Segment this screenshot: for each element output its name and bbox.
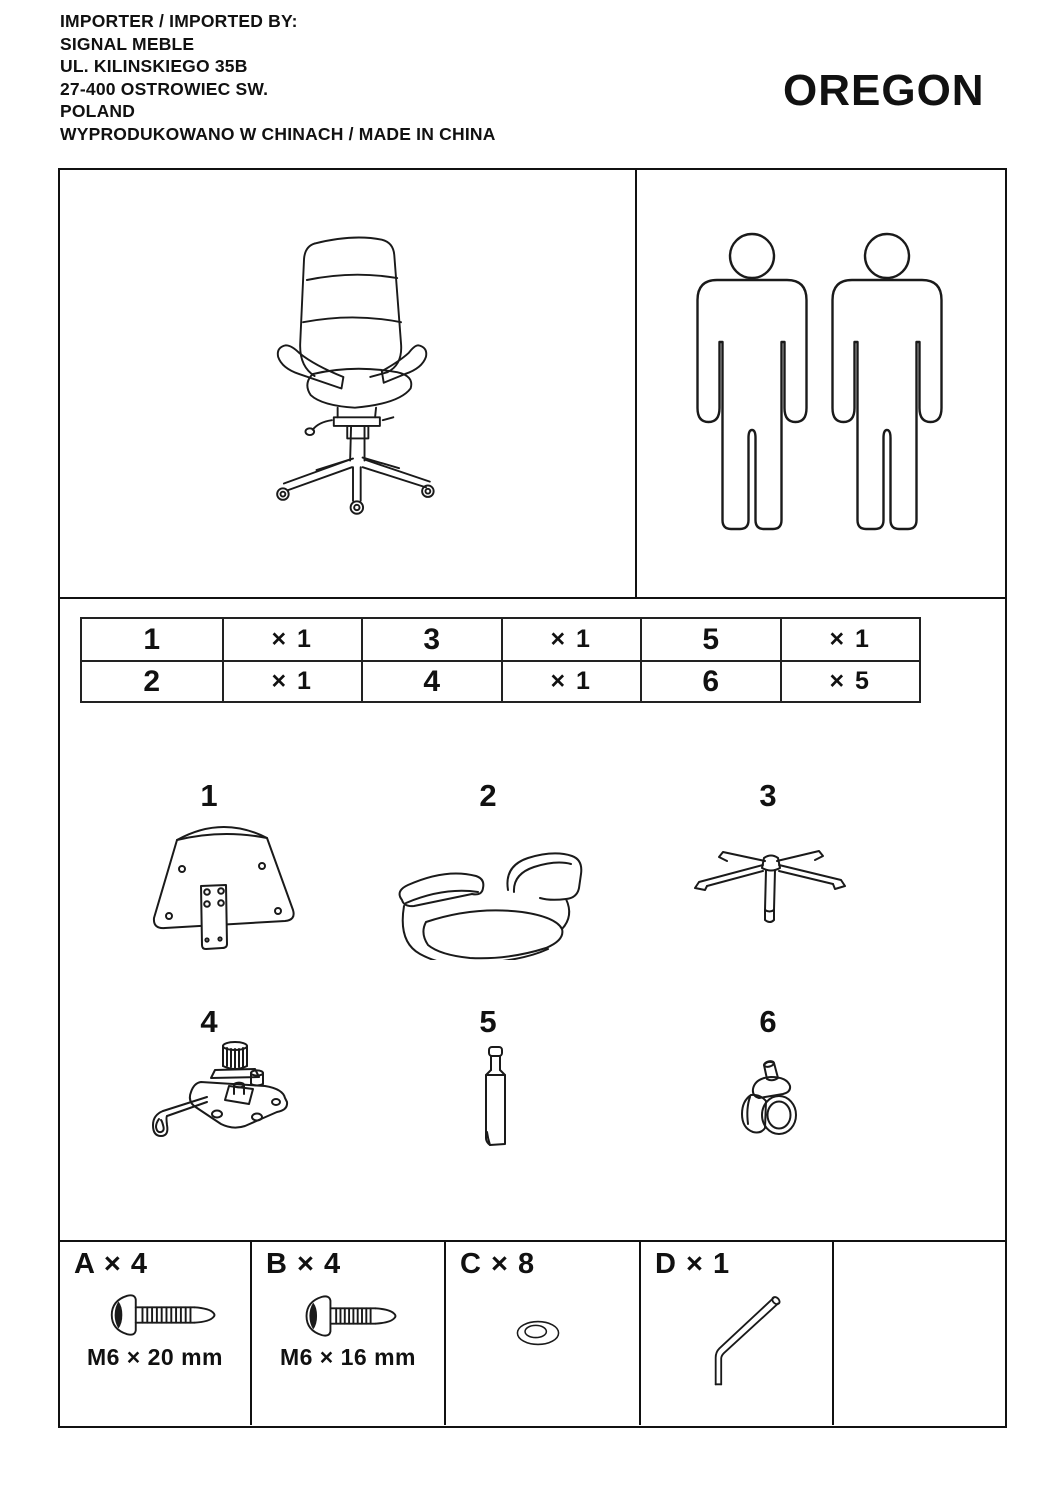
- screw-short-icon: [300, 1294, 402, 1338]
- importer-line: WYPRODUKOWANO W CHINACH / MADE IN CHINA: [60, 123, 496, 144]
- table-cell-part: [361, 660, 501, 701]
- assembled-chair-panel: [257, 228, 449, 524]
- part-number: 2: [143, 664, 161, 698]
- parts-quantity-table: [80, 617, 921, 703]
- part-qty: × 5: [829, 667, 871, 695]
- part-label-3: 3: [759, 778, 777, 813]
- base-icon: [685, 838, 855, 938]
- caster-icon: [732, 1058, 806, 1144]
- importer-line: SIGNAL MEBLE: [60, 33, 195, 54]
- hardware-cell-d: [641, 1242, 834, 1425]
- table-cell-qty: [501, 660, 641, 701]
- hardware-label: D × 1: [655, 1248, 731, 1280]
- hardware-row: [60, 1240, 1005, 1425]
- mechanism-icon: [145, 1036, 305, 1154]
- part-figure-2: [390, 830, 585, 960]
- importer-line: UL. KILINSKIEGO 35B: [60, 56, 248, 77]
- hardware-cell-empty: [834, 1242, 1005, 1425]
- part-number: 5: [702, 622, 720, 656]
- part-figure-5: [476, 1044, 516, 1152]
- importer-line: IMPORTER / IMPORTED BY:: [60, 11, 298, 31]
- table-cell-qty: [222, 619, 362, 660]
- main-frame: [58, 168, 1007, 1428]
- hardware-label: C × 8: [460, 1248, 536, 1280]
- part-qty: × 1: [550, 625, 592, 653]
- part-qty: × 1: [550, 667, 592, 695]
- hardware-label: B × 4: [266, 1248, 342, 1280]
- hardware-cell-b: [252, 1242, 446, 1425]
- allen-key-icon: [689, 1290, 781, 1394]
- screw-long-icon: [106, 1292, 226, 1338]
- gas-lift-icon: [476, 1044, 516, 1152]
- hardware-cell-a: [60, 1242, 252, 1425]
- table-cell-part: [82, 619, 222, 660]
- section-divider: [60, 597, 1005, 599]
- hardware-size: M6 × 20 mm: [86, 1344, 224, 1370]
- table-cell-part: [82, 660, 222, 701]
- part-number: 3: [423, 622, 441, 656]
- person-icon: [831, 232, 943, 532]
- hardware-cell-c: [446, 1242, 641, 1425]
- seat-icon: [390, 830, 585, 960]
- people-panel: [696, 232, 808, 532]
- office-chair-icon: [257, 228, 449, 524]
- overview-divider: [635, 170, 637, 597]
- importer-line: POLAND: [60, 101, 136, 122]
- table-cell-qty: [780, 660, 920, 701]
- part-qty: × 1: [271, 667, 313, 695]
- table-cell-part: [361, 619, 501, 660]
- table-cell-part: [640, 619, 780, 660]
- table-cell-qty: [222, 660, 362, 701]
- person-icon: [696, 232, 808, 532]
- part-label-1: 1: [200, 778, 218, 813]
- part-figure-1: [135, 806, 310, 951]
- part-label-5: 5: [479, 1004, 497, 1039]
- part-number: 6: [702, 664, 720, 698]
- importer-line: 27-400 OSTROWIEC SW.: [60, 78, 269, 99]
- importer-info: [60, 10, 496, 146]
- table-cell-qty: [501, 619, 641, 660]
- part-number: 1: [143, 622, 161, 656]
- washer-icon: [506, 1314, 570, 1352]
- part-qty: × 1: [271, 625, 313, 653]
- part-figure-4: [145, 1036, 305, 1154]
- table-cell-qty: [780, 619, 920, 660]
- part-label-4: 4: [200, 1004, 218, 1039]
- backrest-icon: [135, 806, 310, 951]
- product-title: OREGON: [783, 66, 985, 115]
- part-figure-3: [685, 838, 855, 938]
- part-qty: × 1: [829, 625, 871, 653]
- part-label-2: 2: [479, 778, 497, 813]
- hardware-size: M6 × 16 mm: [279, 1344, 417, 1370]
- hardware-label: A × 4: [74, 1248, 149, 1280]
- part-label-6: 6: [759, 1004, 777, 1039]
- part-figure-6: [732, 1058, 806, 1144]
- people-panel: [831, 232, 943, 532]
- table-cell-part: [640, 660, 780, 701]
- part-number: 4: [423, 664, 441, 698]
